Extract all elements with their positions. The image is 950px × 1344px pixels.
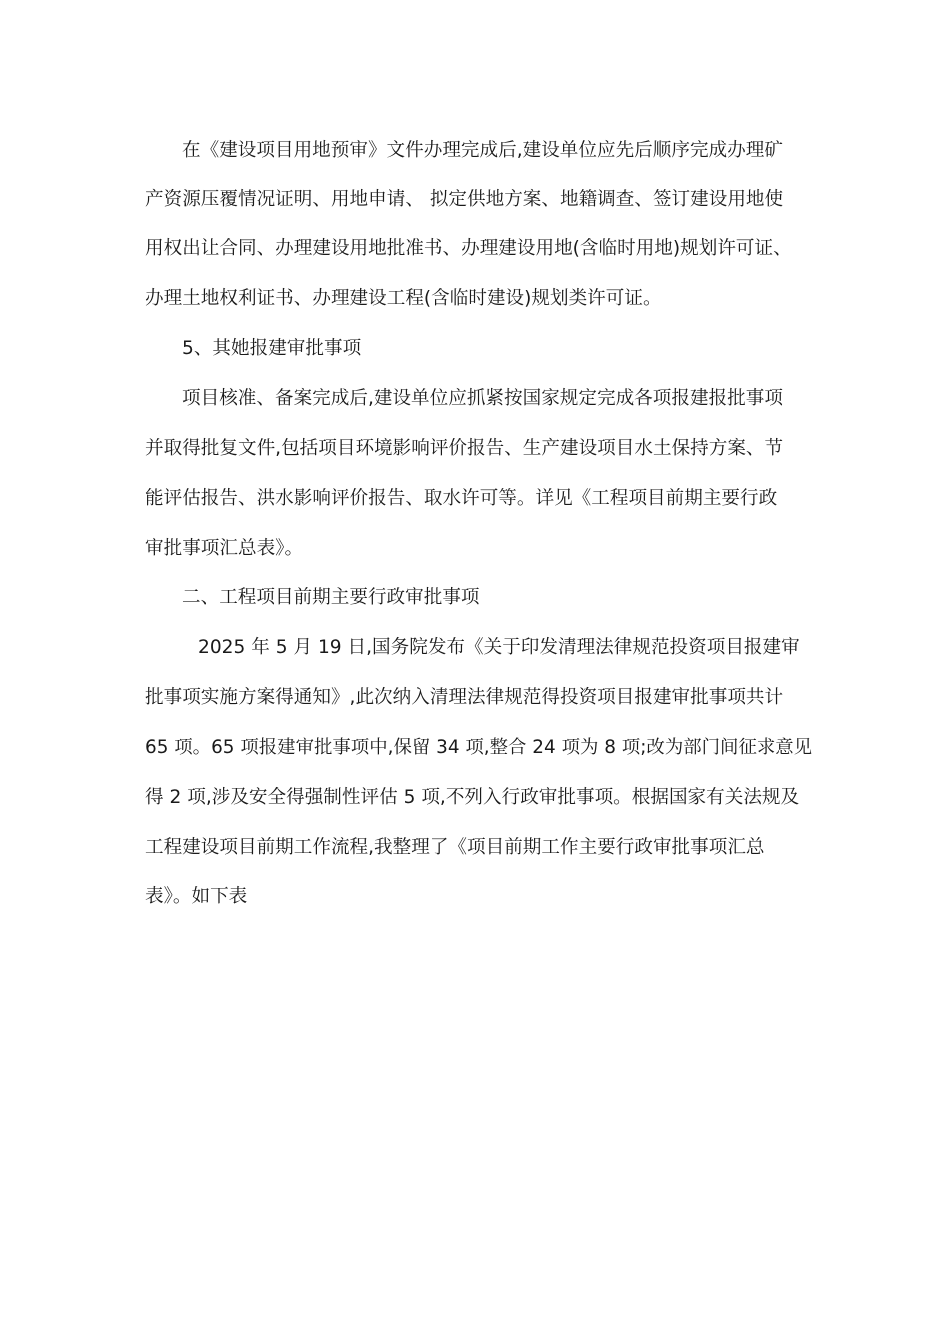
paragraph-land-preapproval-line-2: 产资源压覆情况证明、用地申请、 拟定供地方案、地籍调查、签订建设用地使 [145, 189, 784, 210]
section-heading-main-approvals: 二、工程项目前期主要行政审批事项 [182, 587, 480, 608]
paragraph-other-approvals-line-3: 能评估报告、洪水影响评价报告、取水许可等。详见《工程项目前期主要行政 [145, 488, 778, 509]
paragraph-state-council-line-5: 工程建设项目前期工作流程,我整理了《项目前期工作主要行政审批事项汇总 [145, 837, 765, 858]
paragraph-land-preapproval-line-3: 用权出让合同、办理建设用地批准书、办理建设用地(含临时用地)规划许可证、 [145, 238, 792, 259]
paragraph-state-council-line-2: 批事项实施方案得通知》,此次纳入清理法律规范得投资项目报建审批事项共计 [145, 687, 784, 708]
paragraph-other-approvals-line-2: 并取得批复文件,包括项目环境影响评价报告、生产建设项目水土保持方案、节 [145, 438, 784, 459]
paragraph-state-council-line-4: 得 2 项,涉及安全得强制性评估 5 项,不列入行政审批事项。根据国家有关法规及 [145, 787, 800, 808]
paragraph-other-approvals-line-1: 项目核准、备案完成后,建设单位应抓紧按国家规定完成各项报建报批事项 [182, 388, 783, 409]
paragraph-land-preapproval-line-4: 办理土地权利证书、办理建设工程(含临时建设)规划类许可证。 [145, 288, 662, 309]
section-heading-other-approvals: 5、其她报建审批事项 [182, 338, 362, 359]
paragraph-land-preapproval-line-1: 在《建设项目用地预审》文件办理完成后,建设单位应先后顺序完成办理矿 [182, 140, 783, 161]
paragraph-other-approvals-line-4: 审批事项汇总表》。 [145, 538, 304, 559]
paragraph-state-council-line-1: 2025 年 5 月 19 日,国务院发布《关于印发清理法律规范投资项目报建审 [198, 637, 800, 658]
paragraph-state-council-line-6: 表》。如下表 [145, 886, 248, 907]
paragraph-state-council-line-3: 65 项。65 项报建审批事项中,保留 34 项,整合 24 项为 8 项;改为部门间征求意见 [145, 737, 813, 758]
